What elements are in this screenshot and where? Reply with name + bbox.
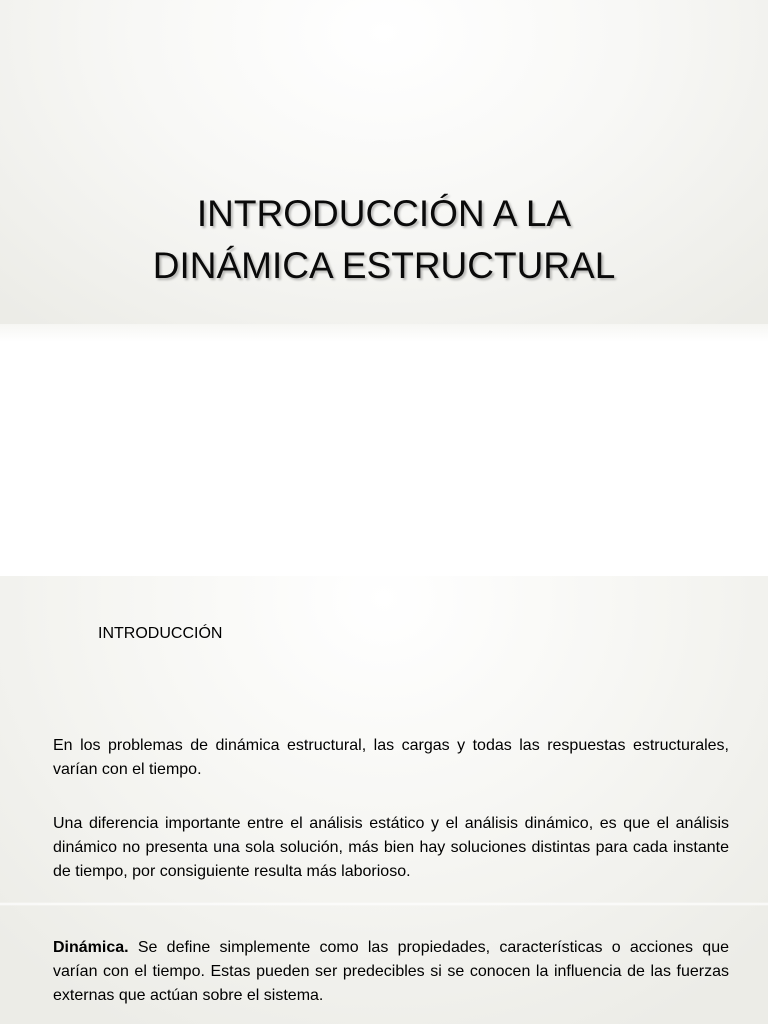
slide-gap [0, 324, 768, 576]
section-heading: INTRODUCCIÓN [98, 625, 223, 642]
slide-divider-band [0, 902, 768, 906]
definition-text: Se define simplemente como las propiedades, características o acciones que varían con el tiempo. Estas pueden ser predecibles si se conocen la influencia de las fuerzas externas que actúan sobre el sistema. [53, 939, 729, 1004]
title-line-2: DINÁMICA ESTRUCTURAL [152, 245, 616, 286]
title-line-1: INTRODUCCIÓN A LA [196, 193, 572, 234]
definition-term: Dinámica. [53, 939, 129, 956]
paragraph-3 [53, 936, 729, 1008]
paragraph-1: En los problemas de dinámica estructural, las cargas y todas las respuestas estructurales, varían con el tiempo. [53, 737, 729, 778]
content-slide [0, 576, 768, 1024]
slide-title [0, 188, 768, 292]
paragraph-2: Una diferencia importante entre el análisis estático y el análisis dinámico, es que el análisis dinámico no presenta una sola solución, más bien hay soluciones distintas para cada instante de tiempo, por consiguiente resulta más laborioso. [53, 815, 729, 880]
title-slide [0, 0, 768, 324]
